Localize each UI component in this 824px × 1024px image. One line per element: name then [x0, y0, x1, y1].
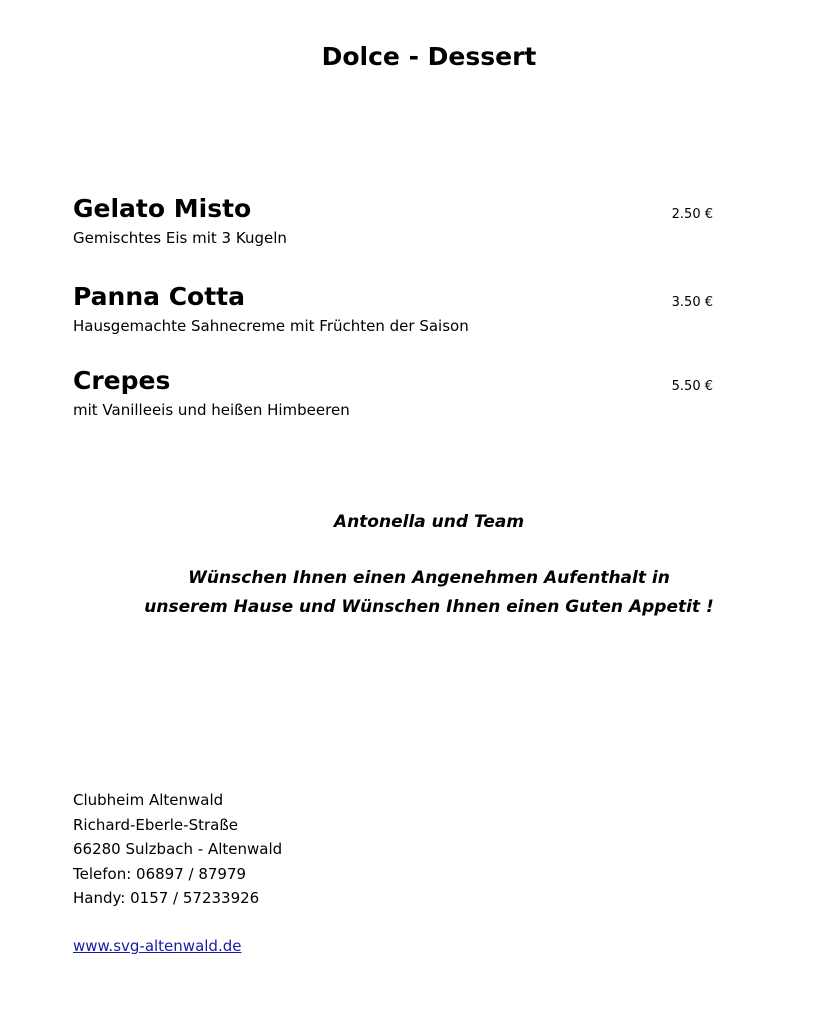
website-link[interactable]: www.svg-altenwald.de: [73, 937, 242, 955]
menu-item-description: mit Vanilleeis und heißen Himbeeren: [73, 401, 350, 419]
menu-item-name: Crepes: [73, 366, 171, 395]
closing-team: Antonella und Team: [333, 512, 525, 532]
closing-message-line-2: unserem Hause und Wünschen Ihnen einen Guten Appetit !: [144, 597, 714, 617]
address-block: [73, 788, 282, 911]
address-phone: Telefon: 06897 / 87979: [73, 864, 247, 883]
address-city: 66280 Sulzbach - Altenwald: [73, 840, 283, 858]
address-name: Clubheim Altenwald: [73, 791, 224, 809]
menu-item-price: 3.50 €: [671, 295, 713, 310]
menu-item-description: Gemischtes Eis mit 3 Kugeln: [73, 229, 287, 247]
address-street: Richard-Eberle-Straße: [73, 815, 239, 834]
closing-message-line-1: Wünschen Ihnen einen Angenehmen Aufenthalt in: [188, 568, 670, 588]
menu-item-description: Hausgemachte Sahnecreme mit Früchten der Saison: [73, 317, 469, 335]
menu-item-price: 2.50 €: [671, 207, 713, 222]
address-mobile: Handy: 0157 / 57233926: [73, 889, 260, 907]
page-title: Dolce - Dessert: [321, 42, 537, 71]
menu-item-price: 5.50 €: [671, 379, 713, 394]
menu-item-name: Gelato Misto: [73, 194, 252, 223]
menu-item-name: Panna Cotta: [73, 282, 245, 311]
